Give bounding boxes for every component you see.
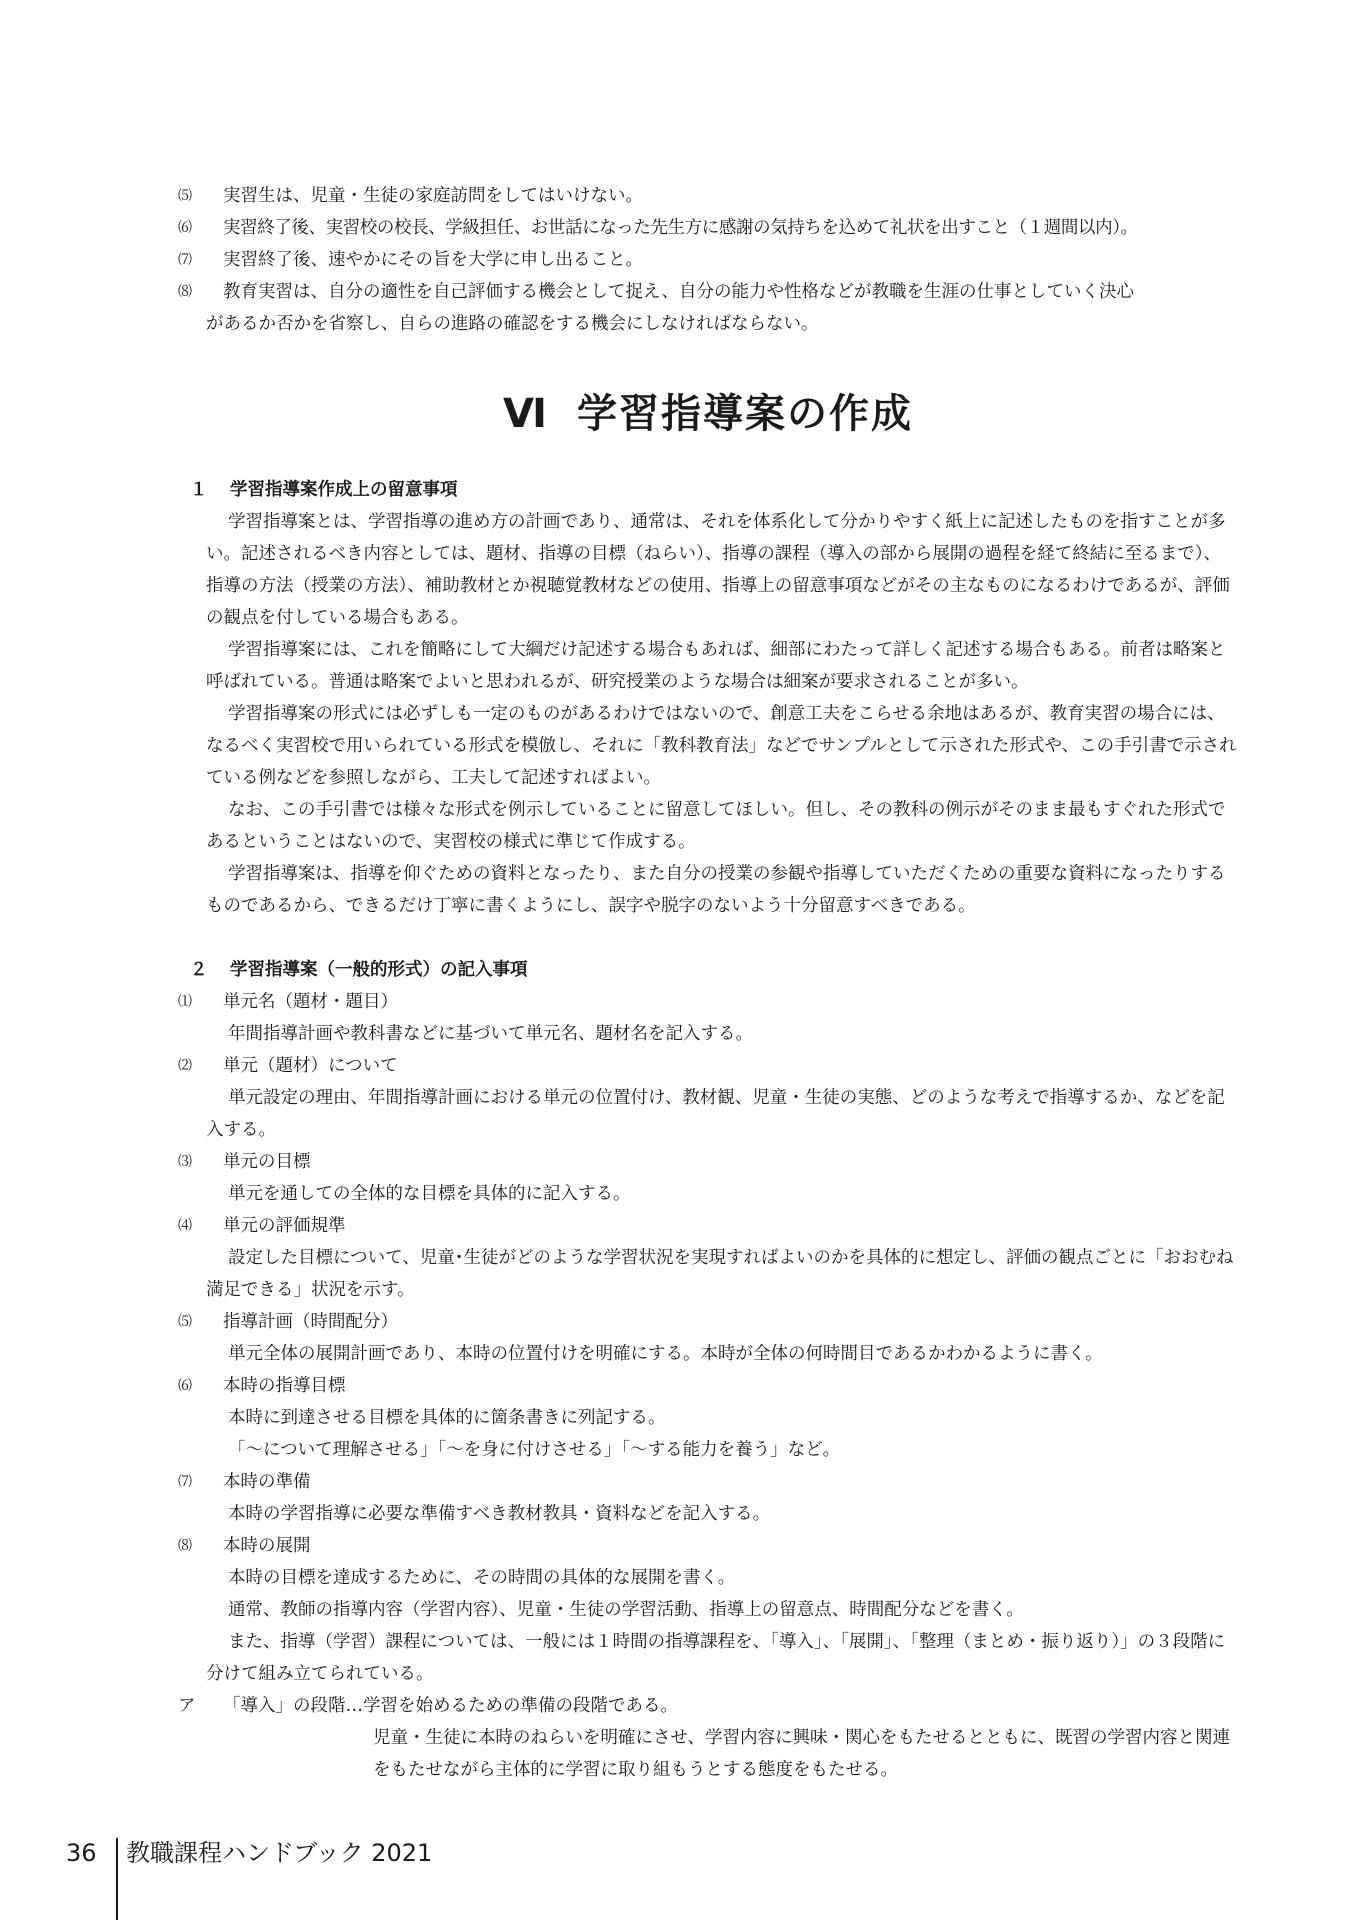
paragraph: 学習指導案は、指導を仰ぐための資料となったり、また自分の授業の参観や指導していただくための重要な資料になったりするものであるから、できるだけ丁寧に書くようにし、誤字や脱字のないよう十分留意すべきである。 (206, 864, 1226, 916)
page-number: 36 (66, 1839, 97, 1867)
list-item (178, 212, 1238, 244)
item-text: 実習終了後、実習校の校長、学級担任、お世話になった先生方に感謝の気持ちを込めて礼状を出すこと（１週間以内）。 (223, 218, 1138, 238)
stage-title: 「導入」の段階…学習を始めるための準備の段階である。 (223, 1696, 678, 1716)
section-title: 学習指導案（一般的形式）の記入事項 (230, 960, 528, 980)
sub-item-paragraph: また、指導（学習）課程については、一般には１時間の指導課程を、「導入」、「展開」、「整理（まとめ・振り返り）」の３段階に分けて組み立てられている。 (206, 1632, 1226, 1684)
sub-item-heading: ⑺ 本時の準備 (178, 1472, 311, 1492)
sub-item-heading: ⑻ 本時の展開 (178, 1536, 311, 1556)
chapter-title: 学習指導案の作成 (576, 391, 913, 437)
item-number: ⑸ (178, 188, 192, 204)
footer-title: 教職課程ハンドブック 2021 (126, 1839, 433, 1867)
paragraph: 学習指導案の形式には必ずしも一定のものがあるわけではないので、創意工夫をこらせる余地はあるが、教育実習の場合には、なるべく実習校で用いられている形式を模倣し、それに「教科教育法」などでサンプルとして示された形式や、この手引書で示されている例などを参照しながら、工夫して記述すればよい。 (206, 704, 1237, 788)
section-heading (178, 474, 1238, 506)
sub-item-line: 本時に到達させる目標を具体的に箇条書きに列記する。 (228, 1408, 666, 1428)
sub-item-heading: ⑸ 指導計画（時間配分） (178, 1312, 398, 1332)
sub-item-heading: ⑵ 単元（題材）について (178, 1056, 398, 1076)
sub-item-line: 本時の学習指導に必要な準備すべき教材教具・資料などを記入する。 (228, 1504, 771, 1524)
sub-item-paragraph: 設定した目標について、児童･生徒がどのような学習状況を実現すればよいのかを具体的に想定し、評価の観点ごとに「おおむね満足できる」状況を示す。 (206, 1248, 1234, 1300)
page-footer (66, 1838, 432, 1920)
paragraph: 学習指導案には、これを簡略にして大綱だけ記述する場合もあれば、細部にわたって詳しく記述する場合もある。前者は略案と呼ばれている。普通は略案でよいと思われるが、研究授業のような場合は細案が要求されることが多い。 (206, 640, 1226, 692)
sub-item-line: 単元全体の展開計画であり、本時の位置付けを明確にする。本時が全体の何時間目であるかわかるように書く。 (228, 1344, 1103, 1364)
list-item (178, 244, 1238, 276)
list-item (178, 180, 1238, 212)
stage-marker: ア (178, 1696, 196, 1716)
sub-item-line: 本時の目標を達成するために、その時間の具体的な展開を書く。 (228, 1568, 736, 1588)
item-text: 実習生は、児童・生徒の家庭訪問をしてはいけない。 (223, 186, 643, 206)
item-number: ⑺ (178, 252, 192, 268)
sub-item-heading: ⑶ 単元の目標 (178, 1152, 311, 1172)
sub-item-line: 通常、教師の指導内容（学習内容）、児童・生徒の学習活動、指導上の留意点、時間配分などを書く。 (228, 1600, 1024, 1620)
stage-description: 児童・生徒に本時のねらいを明確にさせ、学習内容に興味・関心をもたせるとともに、既習の学習内容と関連をもたせながら主体的に学習に取り組もうとする態度をもたせる。 (373, 1728, 1230, 1780)
chapter-number: Ⅵ (503, 391, 549, 437)
chapter-heading (178, 390, 1238, 438)
sub-item-paragraph: 単元設定の理由、年間指導計画における単元の位置付け、教材観、児童・生徒の実態、どのような考えで指導するか、などを記入する。 (206, 1088, 1225, 1140)
section-number: １ (190, 480, 208, 500)
item-number: ⑻ (178, 284, 192, 300)
item-text: 教育実習は、自分の適性を自己評価する機会として捉え、自分の能力や性格などが教職を生涯の仕事としていく決心 (223, 282, 1135, 302)
section-number: ２ (190, 960, 208, 980)
sub-item-heading: ⑷ 単元の評価規準 (178, 1216, 346, 1236)
footer-divider (116, 1838, 118, 1920)
sub-item-line: 単元を通しての全体的な目標を具体的に記入する。 (228, 1184, 631, 1204)
item-text: 実習終了後、速やかにその旨を大学に申し出ること。 (223, 250, 643, 270)
item-number: ⑹ (178, 220, 192, 236)
page-content (178, 180, 1238, 1786)
sub-item-line: 「～について理解させる」「～を身に付けさせる」「～する能力を養う」など。 (228, 1440, 841, 1460)
sub-item-heading: ⑴ 単元名（題材・題目） (178, 992, 398, 1012)
section-heading (178, 954, 1238, 986)
sub-item-line: 年間指導計画や教科書などに基づいて単元名、題材名を記入する。 (228, 1024, 753, 1044)
sub-item-heading: ⑹ 本時の指導目標 (178, 1376, 346, 1396)
list-item (178, 276, 1238, 308)
paragraph: 学習指導案とは、学習指導の進め方の計画であり、通常は、それを体系化して分かりやすく紙上に記述したものを指すことが多い。記述されるべき内容としては、題材、指導の目標（ねらい）、指導の課程（導入の部から展開の過程を経て終結に至るまで）、指導の方法（授業の方法）、補助教材とか視聴覚教材などの使用、指導上の留意事項などがその主なものになるわけであるが、評価の観点を付している場合もある。 (206, 512, 1230, 628)
stage-item (178, 1690, 1238, 1722)
paragraph: なお、この手引書では様々な形式を例示していることに留意してほしい。但し、その教科の例示がそのまま最もすぐれた形式であるということはないので、実習校の様式に準じて作成する。 (206, 800, 1226, 852)
section-title: 学習指導案作成上の留意事項 (230, 480, 458, 500)
item-continuation: があるか否かを省察し、自らの進路の確認をする機会にしなければならない。 (206, 314, 819, 334)
